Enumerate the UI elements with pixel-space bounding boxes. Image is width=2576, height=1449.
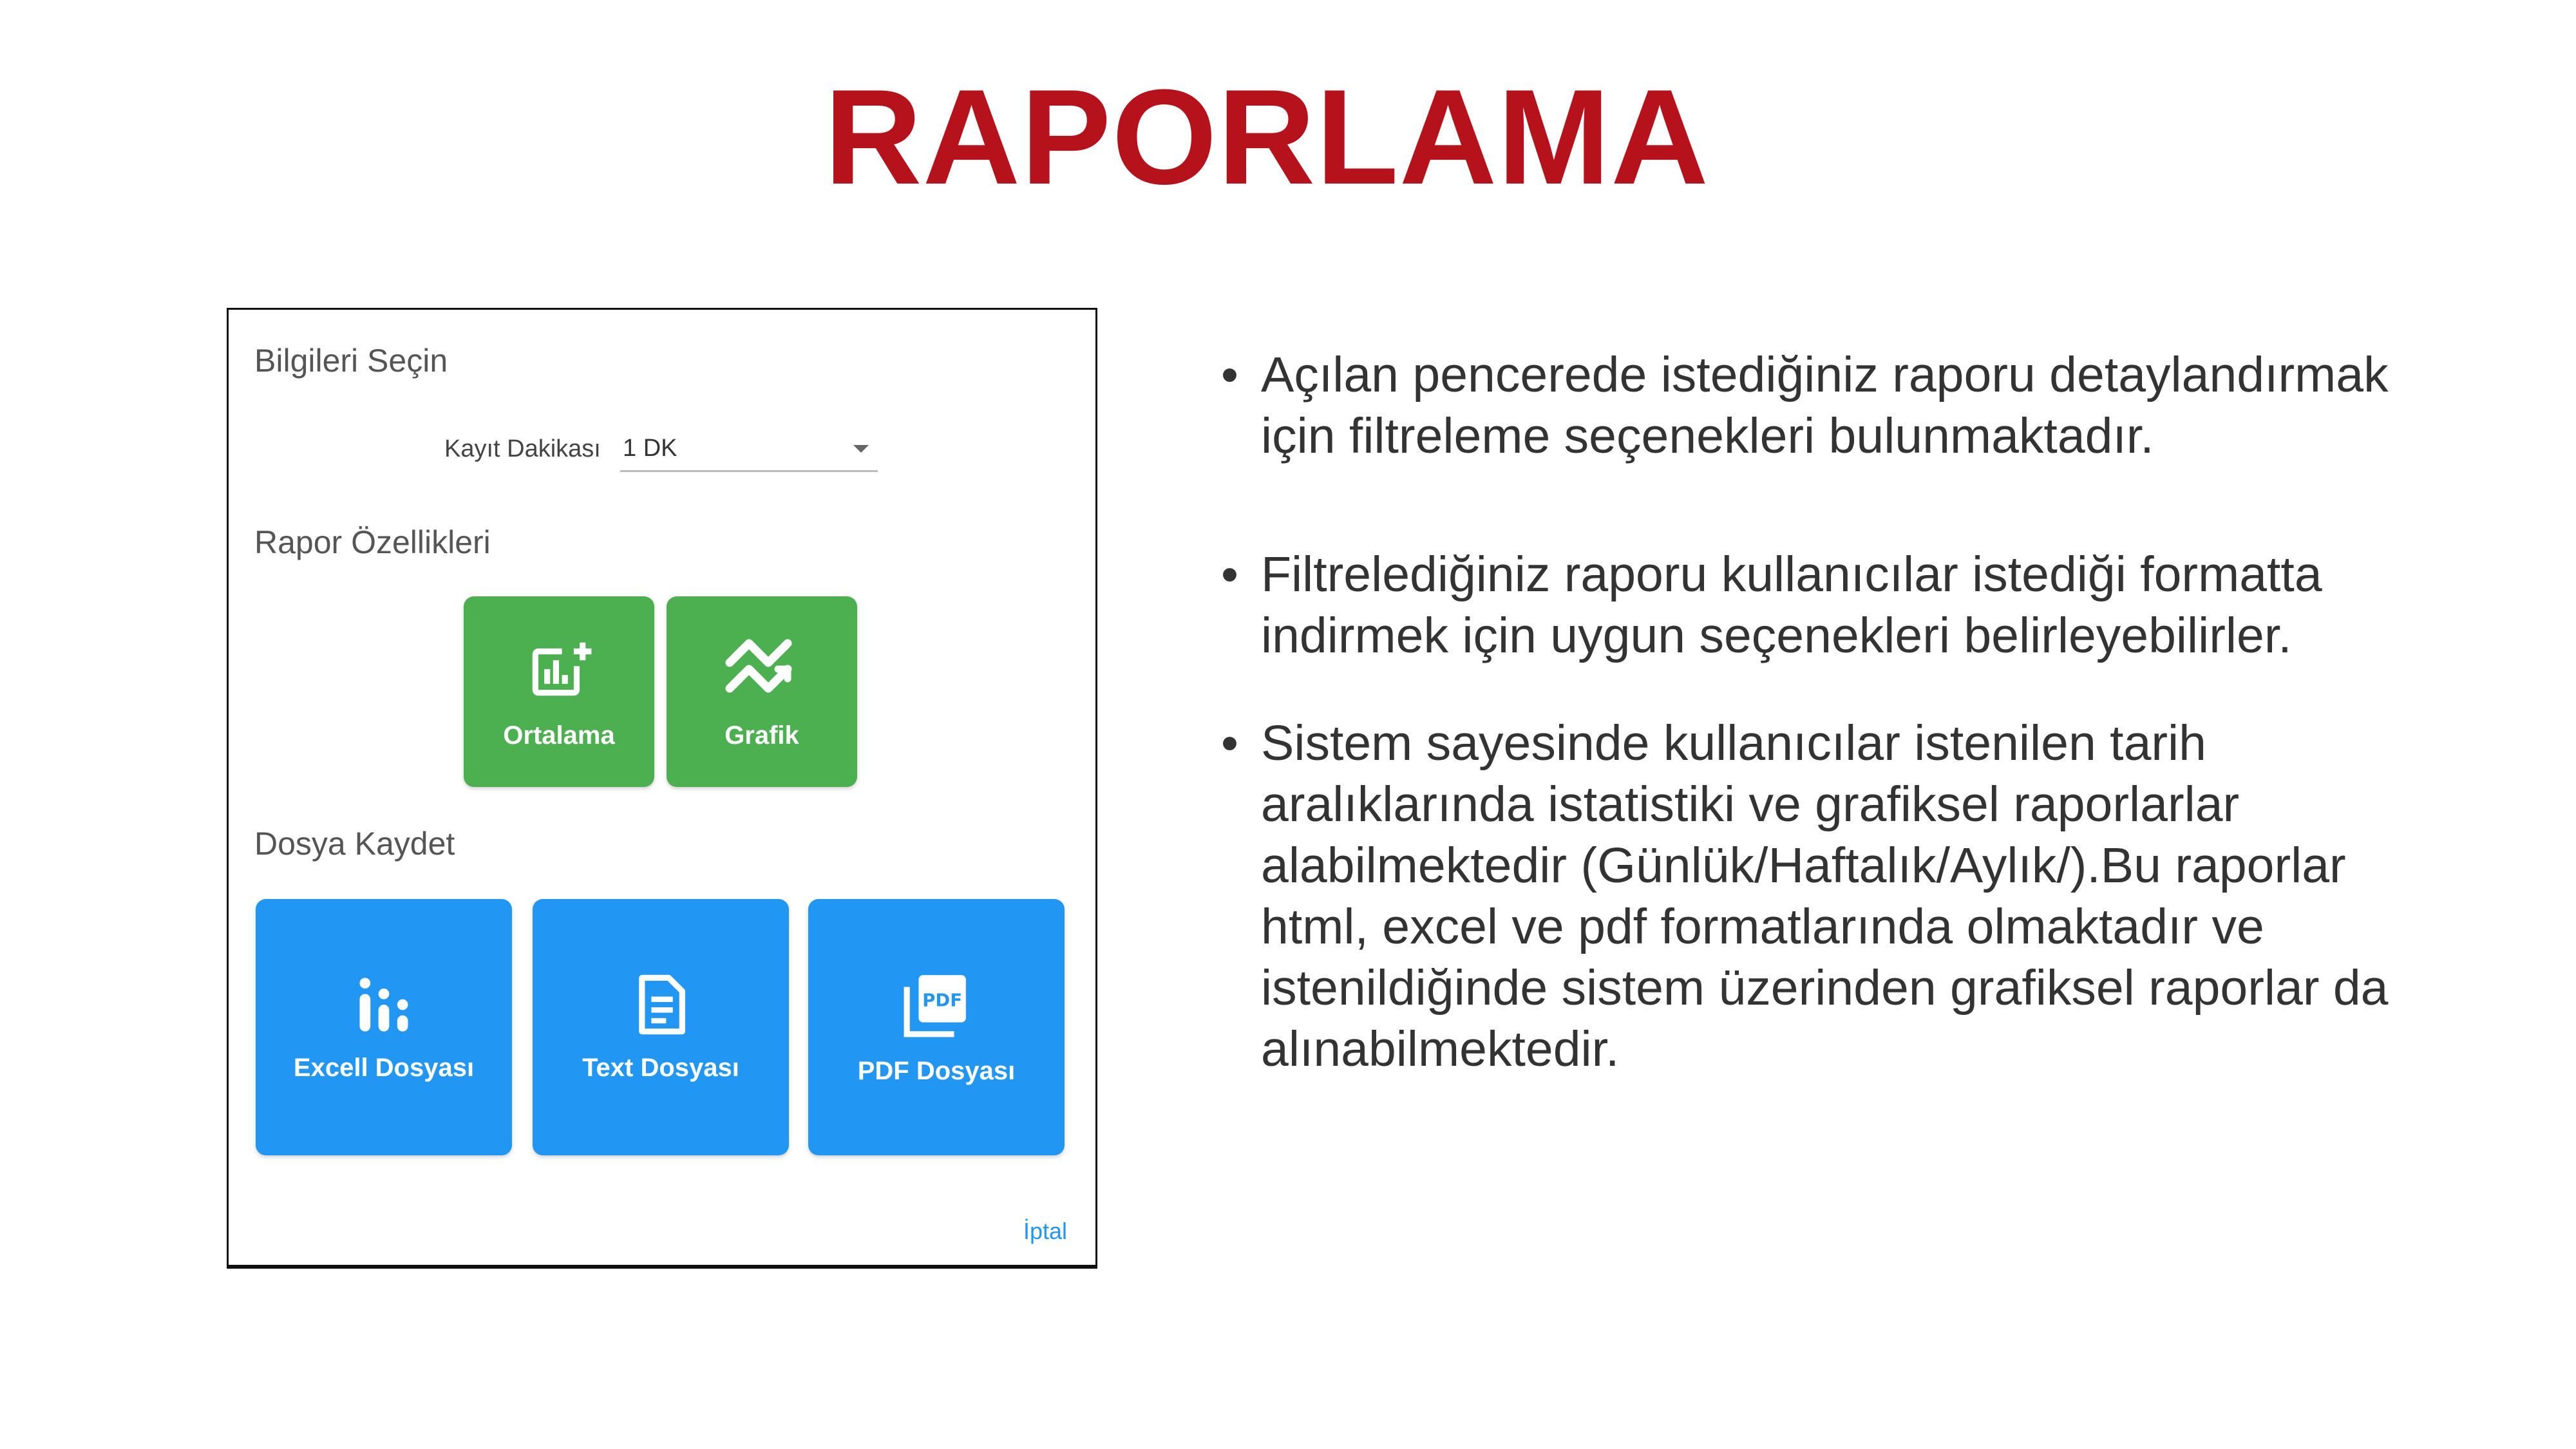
columns-icon	[352, 972, 416, 1037]
report-dialog	[227, 308, 1097, 1269]
record-minute-select[interactable]	[620, 428, 878, 472]
excel-file-button[interactable]	[256, 899, 512, 1155]
description-list	[1221, 345, 2445, 1080]
graph-button-label: Grafik	[724, 721, 799, 750]
section-title-info: Bilgileri Seçin	[254, 343, 448, 379]
average-button-label: Ortalama	[503, 721, 615, 750]
text-file-button-label: Text Dosyası	[582, 1053, 739, 1082]
document-icon	[629, 972, 693, 1037]
pdf-file-button-label: PDF Dosyası	[857, 1056, 1016, 1085]
section-title-report: Rapor Özellikleri	[254, 524, 491, 560]
pdf-file-button[interactable]	[808, 899, 1065, 1155]
record-minute-label: Kayıt Dakikası	[444, 435, 601, 462]
list-item: • Sistem sayesinde kullanıcılar istenilen tarih aralıklarında istatistiki ve grafiksel raporlarlar alabilmektedir (Günlük/Haftalık/Aylık/).Bu raporlar html, excel ve pdf formatlarında olmaktadır ve istenildiğinde sistem üzerinden grafiksel raporlar da alınabilmektedir.	[1221, 713, 2445, 1080]
caret-down-icon	[853, 445, 869, 453]
section-title-file: Dosya Kaydet	[254, 826, 455, 862]
trend-chart-icon	[723, 634, 800, 705]
pdf-icon	[901, 969, 972, 1040]
add-chart-icon	[524, 634, 594, 705]
cancel-link[interactable]: İptal	[1023, 1218, 1067, 1244]
graph-button[interactable]	[667, 596, 857, 787]
svg-text:PDF: PDF	[922, 990, 963, 1011]
page-title: RAPORLAMA	[824, 61, 1709, 213]
text-file-button[interactable]	[533, 899, 789, 1155]
record-minute-value: 1 DK	[623, 435, 677, 462]
list-item: • Açılan pencerede istediğiniz raporu detaylandırmak için filtreleme seçenekleri bulunmaktadır.	[1221, 345, 2445, 467]
list-item: • Filtrelediğiniz raporu kullanıcılar istediği formatta indirmek için uygun seçenekleri belirleyebilirler.	[1221, 544, 2445, 667]
average-button[interactable]	[464, 596, 654, 787]
excel-file-button-label: Excell Dosyası	[293, 1053, 475, 1082]
